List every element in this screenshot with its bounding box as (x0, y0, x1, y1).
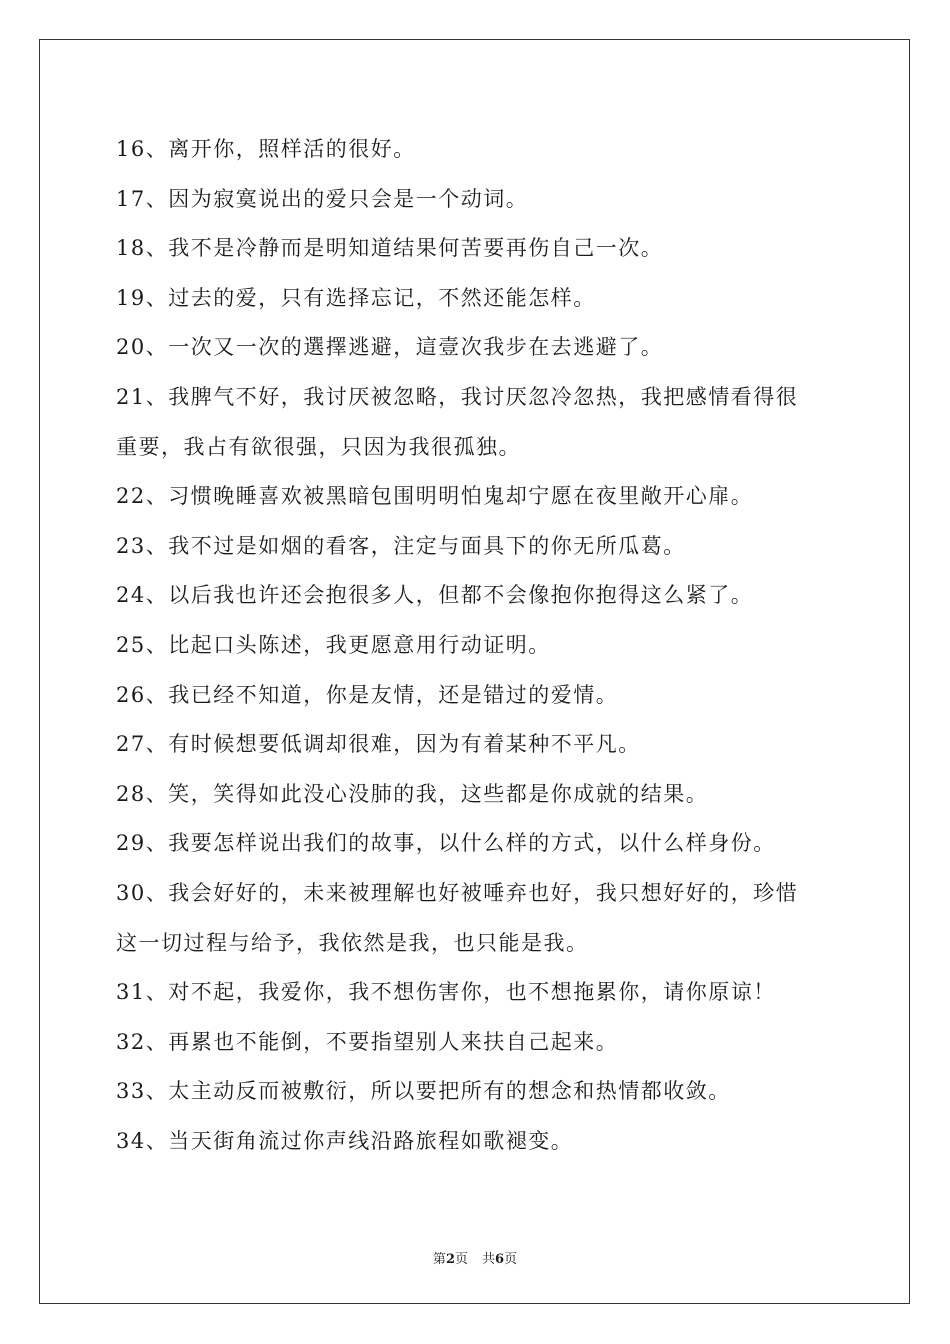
text-line: 21、我脾气不好，我讨厌被忽略，我讨厌忽冷忽热，我把感情看得很 (116, 384, 799, 409)
document-body (116, 125, 836, 1166)
text-line: 34、当天街角流过你声线沿路旅程如歌褪变。 (116, 1128, 574, 1153)
text-line: 17、因为寂寞说出的爱只会是一个动词。 (116, 186, 529, 211)
text-line: 24、以后我也许还会抱很多人，但都不会像抱你抱得这么紧了。 (116, 583, 754, 608)
text-line: 23、我不过是如烟的看客，注定与面具下的你无所瓜葛。 (116, 533, 686, 558)
total-suffix: 页 (504, 1252, 518, 1267)
text-line: 32、再累也不能倒，不要指望别人来扶自己起来。 (116, 1029, 619, 1054)
text-line: 27、有时候想要低调却很难，因为有着某种不平凡。 (116, 732, 641, 757)
text-line: 30、我会好好的，未来被理解也好被唾弃也好，我只想好好的，珍惜 (116, 880, 799, 905)
total-prefix: 共 (482, 1252, 496, 1267)
text-line: 22、习惯晚睡喜欢被黑暗包围明明怕鬼却宁愿在夜里敞开心扉。 (116, 484, 754, 509)
page-prefix: 第 (432, 1252, 446, 1267)
text-line: 29、我要怎样说出我们的故事，以什么样的方式，以什么样身份。 (116, 831, 776, 856)
text-line: 16、离开你，照样活的很好。 (116, 137, 416, 161)
text-line: 重要，我占有欲很强，只因为我很孤独。 (116, 434, 521, 459)
text-line: 这一切过程与给予，我依然是我，也只能是我。 (116, 930, 589, 955)
text-line: 18、我不是冷静而是明知道结果何苦要再伤自己一次。 (116, 236, 664, 261)
text-line: 20、一次又一次的選擇逃避，這壹次我步在去逃避了。 (116, 335, 664, 360)
page-total: 6 (495, 1252, 505, 1267)
page-current: 2 (445, 1252, 455, 1267)
text-line: 25、比起口头陈述，我更愿意用行动证明。 (116, 632, 551, 657)
text-line: 19、过去的爱，只有选择忘记，不然还能怎样。 (116, 285, 596, 310)
text-line: 26、我已经不知道，你是友情，还是错过的爱情。 (116, 682, 619, 707)
page-footer (0, 1248, 950, 1267)
text-line: 31、对不起，我爱你，我不想伤害你，也不想拖累你，请你原谅！ (116, 980, 776, 1005)
text-line: 33、太主动反而被敷衍，所以要把所有的想念和热情都收敛。 (116, 1079, 731, 1104)
page-suffix: 页 (454, 1252, 468, 1267)
text-line: 28、笑，笑得如此没心没肺的我，这些都是你成就的结果。 (116, 781, 709, 806)
